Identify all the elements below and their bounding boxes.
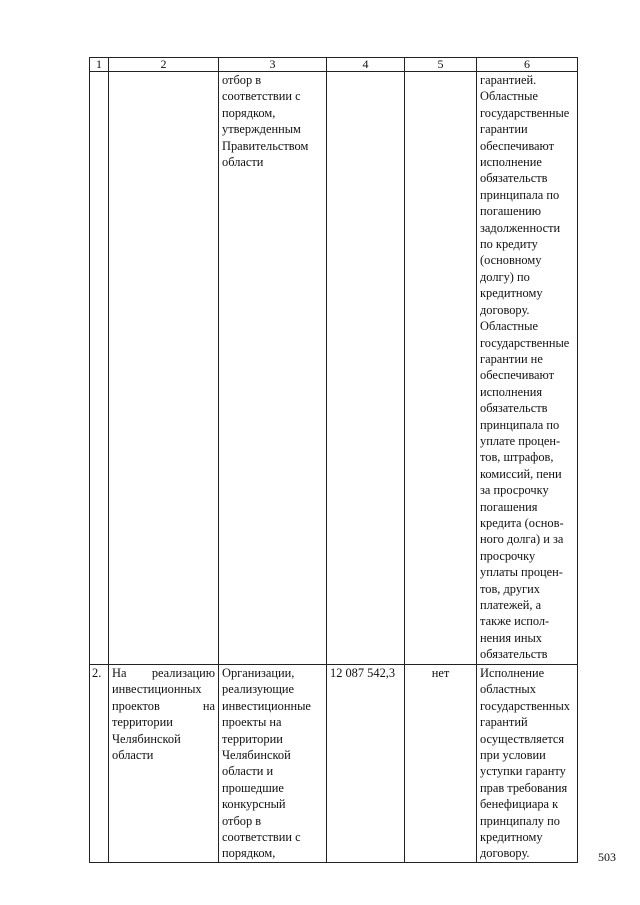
conditions-cell: гарантией. Областные государственные гарантии обеспечивают исполнение обязательств принципала по погашению задолженности по кредиту (основному долгу) по кредитному договору. Областные государственные гарантии не обеспечивают исполнения обязательств принципала по уплате процен- тов, штрафов, комиссий, пени за просрочку погашения кредита (основ- ного долга) и за просрочку уплаты процен- тов, других платежей, а также испол- нения иных обязательств xyxy=(477,72,578,665)
amount-cell: 12 087 542,3 xyxy=(327,665,405,863)
amount-cell xyxy=(327,72,405,665)
purpose-text: на xyxy=(202,698,215,713)
purpose-text: территории Челябинской области xyxy=(112,715,181,763)
table-row xyxy=(90,72,578,665)
purpose-text: инвестиционных xyxy=(112,682,202,697)
conditions-cell: Исполнение областных государственных гарантий осуществляется при условии уступки гаранту прав требования бенефициара к принципалу по кредитному договору. xyxy=(477,665,578,863)
purpose-cell xyxy=(109,72,219,665)
column-header: 6 xyxy=(477,58,578,72)
purpose-text: проектов xyxy=(112,698,160,713)
row-number-cell xyxy=(90,72,109,665)
row-number-cell: 2. xyxy=(90,665,109,863)
document-table xyxy=(89,57,578,863)
table-row xyxy=(90,665,578,863)
table-header-row xyxy=(90,58,578,72)
purpose-text: реализацию xyxy=(151,666,215,680)
column-header: 3 xyxy=(219,58,327,72)
column-header: 4 xyxy=(327,58,405,72)
principal-category-cell: отбор в соответствии с порядком, утвержденным Правительством области xyxy=(219,72,327,665)
page-number: 503 xyxy=(598,850,616,864)
purpose-line xyxy=(112,665,215,681)
recourse-cell xyxy=(405,72,477,665)
column-header: 2 xyxy=(109,58,219,72)
principal-category-cell: Организации, реализующие инвестиционные проекты на территории Челябинской области и прошедшие конкурсный отбор в соответствии с порядком, xyxy=(219,665,327,863)
column-header: 1 xyxy=(90,58,109,72)
recourse-cell: нет xyxy=(405,665,477,863)
purpose-text: На xyxy=(112,666,127,680)
purpose-cell xyxy=(109,665,219,863)
column-header: 5 xyxy=(405,58,477,72)
purpose-line xyxy=(112,698,215,714)
